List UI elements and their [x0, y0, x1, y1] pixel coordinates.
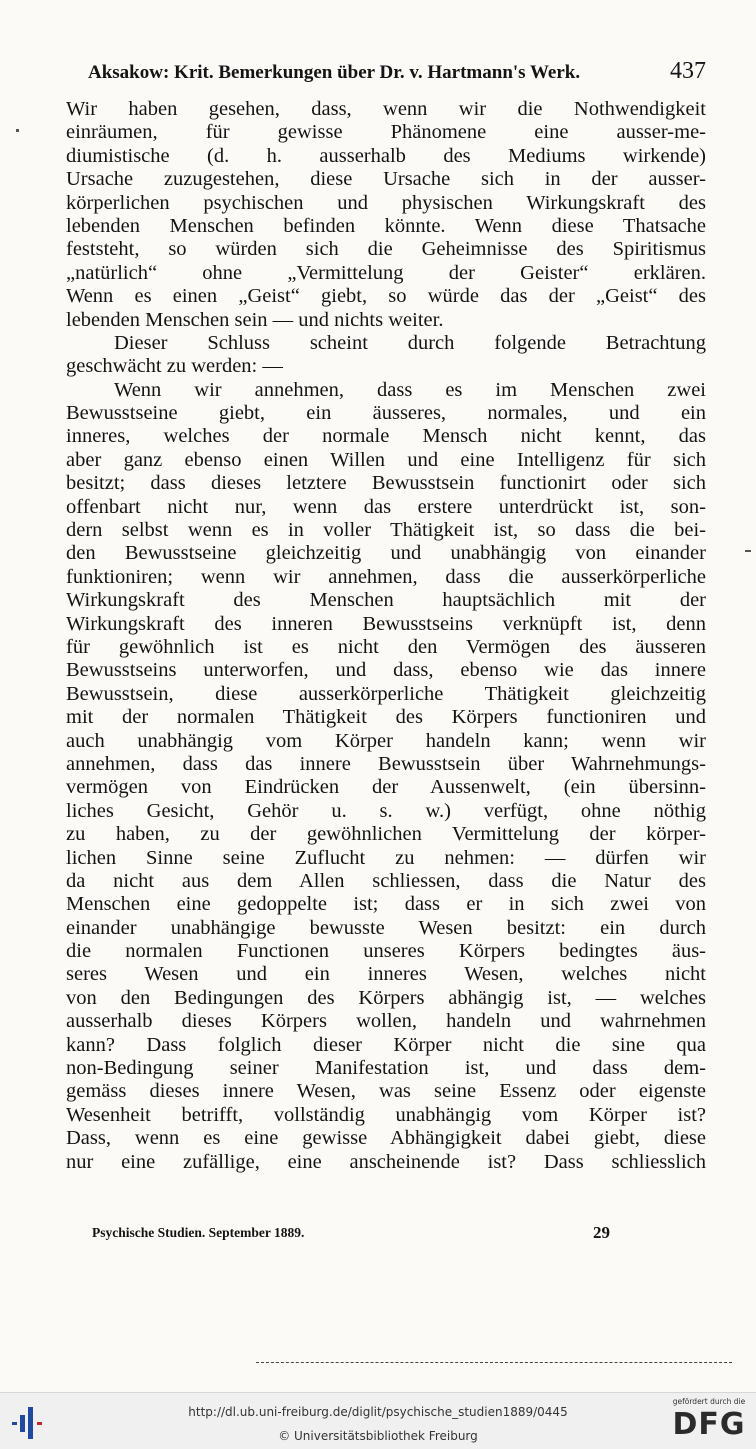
dfg-logo[interactable] [668, 1397, 750, 1445]
copyright-notice: © Universitätsbibliothek Freiburg [278, 1429, 478, 1443]
text-line: besitzt; dass dieses letztere Bewusstsein functionirt oder sich [66, 472, 706, 495]
text-line: annehmen, dass das innere Bewusstsein über Wahrnehmungs- [66, 752, 706, 775]
body-text [66, 98, 706, 1174]
running-header [88, 58, 706, 90]
text-line: Bewusstseins unterworfen, und dass, ebenso wie das innere [66, 659, 706, 682]
text-line: aber ganz ebenso einen Willen und eine Intelligenz für sich [66, 448, 706, 471]
journal-issue: Psychische Studien. September 1889. [92, 1225, 305, 1240]
text-line: Wenn wir annehmen, dass es im Menschen zwei [114, 378, 706, 401]
text-line: zu haben, zu der gewöhnlichen Vermittelung der körper- [66, 823, 706, 846]
text-line: Ursache zuzugestehen, diese Ursache sich in der ausser- [66, 168, 706, 191]
text-line: für gewöhnlich ist es nicht den Vermögen des äusseren [66, 635, 706, 658]
text-line: Bewusstsein, diese ausserkörperliche Thätigkeit gleichzeitig [66, 682, 706, 705]
margin-mark [16, 129, 19, 132]
source-url[interactable]: http://dl.ub.uni-freiburg.de/diglit/psychische_studien1889/0445 [188, 1405, 568, 1419]
text-line: feststeht, so würden sich die Geheimnisse des Spiritismus [66, 238, 706, 261]
text-line: kann? Dass folglich dieser Körper nicht die sine qua [66, 1033, 706, 1056]
text-line: die normalen Functionen unseres Körpers bedingtes äus- [66, 940, 706, 963]
page-number: 437 [670, 58, 706, 84]
running-title: Aksakow: Krit. Bemerkungen über Dr. v. Hartmann's Werk. [88, 62, 581, 83]
viewer-footer [0, 1392, 756, 1449]
text-line: Menschen eine gedoppelte ist; dass er in sich zwei von [66, 893, 706, 916]
text-line: Wir haben gesehen, dass, wenn wir die Nothwendigkeit [66, 98, 706, 120]
text-line: gemäss dieses innere Wesen, was seine Essenz oder eigenste [66, 1080, 706, 1103]
text-line: non-Bedingung seiner Manifestation ist, und dass dem- [66, 1057, 706, 1080]
text-line: Dieser Schluss scheint durch folgende Betrachtung [114, 331, 706, 354]
text-line: lebenden Menschen befinden könnte. Wenn diese Thatsache [66, 214, 706, 237]
text-line: einander unabhängige bewusste Wesen besitzt: ein durch [66, 916, 706, 939]
text-line: auch unabhängig vom Körper handeln kann; wenn wir [66, 729, 706, 752]
dfg-wordmark: DFG [672, 1407, 746, 1442]
text-line: von den Bedingungen des Körpers abhängig ist, — welches [66, 986, 706, 1009]
text-line: Bewusstseine giebt, ein äusseres, normales, und ein [66, 402, 706, 425]
text-line: nur eine zufällige, eine anscheinende ist? Dass schliesslich [66, 1150, 706, 1173]
text-line: einräumen, für gewisse Phänomene eine ausser-me- [66, 121, 706, 144]
text-line: „natürlich“ ohne „Vermittelung der Geister“ erklären. [66, 261, 706, 284]
text-line: Wesenheit betrifft, vollständig unabhängig vom Körper ist? [66, 1103, 706, 1126]
text-line: offenbart nicht nur, wenn das erstere unterdrückt ist, son- [66, 495, 706, 518]
text-line: mit der normalen Thätigkeit des Körpers functioniren und [66, 706, 706, 729]
dfg-caption: gefördert durch die [672, 1397, 746, 1406]
text-line: vermögen von Eindrücken der Aussenwelt, (ein übersinn- [66, 776, 706, 799]
text-line: körperlichen psychischen und physischen Wirkungskraft des [66, 191, 706, 214]
text-line: seres Wesen und ein inneres Wesen, welches nicht [66, 963, 706, 986]
text-line: Dass, wenn es eine gewisse Abhängigkeit dabei giebt, diese [66, 1127, 706, 1150]
text-line: Wenn es einen „Geist“ giebt, so würde das der „Geist“ des [66, 285, 706, 308]
text-line: diumistische (d. h. ausserhalb des Mediums wirkende) [66, 144, 706, 167]
text-line: inneres, welches der normale Mensch nicht kennt, das [66, 425, 706, 448]
sheet-number: 29 [593, 1223, 610, 1242]
text-line: funktioniren; wenn wir annehmen, dass die ausserkörperliche [66, 565, 706, 588]
scan-edge-line [256, 1362, 732, 1363]
text-line: geschwächt zu werden: — [66, 355, 283, 378]
text-line: ausserhalb dieses Körpers wollen, handeln und wahrnehmen [66, 1010, 706, 1033]
text-line: Wirkungskraft des Menschen hauptsächlich mit der [66, 589, 706, 612]
text-line: lebenden Menschen sein — und nichts weiter. [66, 308, 444, 331]
text-line: lichen Sinne seine Zuflucht zu nehmen: — dürfen wir [66, 846, 706, 869]
text-line: dern selbst wenn es in voller Thätigkeit ist, so dass die bei- [66, 519, 706, 542]
margin-mark [745, 550, 751, 552]
text-line: Wirkungskraft des inneren Bewusstseins verknüpft ist, denn [66, 612, 706, 635]
text-line: da nicht aus dem Allen schliessen, dass die Natur des [66, 869, 706, 892]
text-line: liches Gesicht, Gehör u. s. w.) verfügt, ohne nöthig [66, 799, 706, 822]
page-footer [92, 1223, 652, 1245]
text-line: den Bewusstseine gleichzeitig und unabhängig von einander [66, 542, 706, 565]
